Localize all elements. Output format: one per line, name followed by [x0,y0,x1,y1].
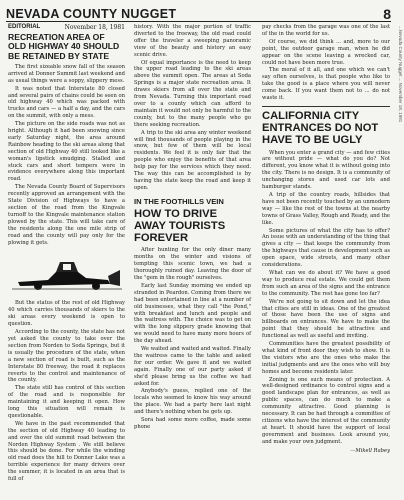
editorial-paragraph: We have in the past recommended that the section of old Highway 40 leading to and over the old summit road between the Norden Highway System . We still believe this should be done. For while the winding old road does the hill to Donner Lake was a terrible experience for many drivers over the summer, it is located in an area that is full of [8,420,125,483]
story-continued: pay checks from the garage was one of the last of the in the world for us. [262,24,390,37]
story-paragraph: Sora had some more coffee, made some phone [134,417,251,431]
editorial-paragraph: But the status of the rest of old Highway 40 which carries thousands of skiers to the ski areas every weekend is open to question. [8,300,125,328]
side-folio: ...Nevada County Nugget ... November 18, 1981 [398,26,403,123]
editorial-continued: A trip to the ski area any winter weekend will find thousands of people playing in the snow, but few of them will be local residents. We feel it is only fair that the people who enjoy the benefits of that area help pay for the services which they need. The way this can be accomplished is by having the state keep the road and keep it open. [134,129,251,191]
editorial-headline: RECREATION AREA OF OLD HIGHWAY 40 SHOULD BE RETAINED BY STATE [8,32,120,61]
editorial-paragraph: The picture on the side roads was not as bright. Although it had been snowing since early Saturday night, the area around Rainbow heading to the ski areas along that section of old Highway 40 still looked like a woman's lipstick smudging. Stalled and stuck cars and short tempers were in evidence everywhere along this important road. [8,121,125,183]
right-column [262,24,390,454]
page-number: 8 [383,6,391,22]
story-paragraph: We waited and waited and waited. Finally the waitress came to the table and asked for our order. We gave it and we waited again. Finally one of our party asked if she'd please bring us the coffee we had asked for. [134,346,251,387]
author-signature: —Mikell Rabey [350,447,390,454]
section-divider [262,106,390,107]
editorial-column [8,24,125,484]
story-paragraph: Early last Sunday morning we ended up stranded in Peardon. Coming from there we had been entertained in line at a number of old businesses, what they call "the Pond," with breakfast and lunch and people and the waitress with. The choice was to get on with the long slippery grade knowing that we would need to have many more hours of the day ahead. [134,282,251,345]
article-paragraph: What can we do about it? We have a good way to produce real estate. We could get them from such an area of the signs and the entrance to the community. The rest has gone too far? [262,269,390,297]
newspaper-title: NEVADA COUNTY NUGGET [6,7,177,21]
editorial-date: November 18, 1981 [64,24,125,31]
editorial-kicker-row [8,24,125,31]
editorial-paragraph: It was noted that Interstate 80 closed and several pairs of chains could be seen on old highway 40 which was packed with trucks and cars — a half a day, and the cars on the summit, with only a mess. [8,85,125,120]
middle-column [134,24,251,432]
story-continued: Of course, we did think ... and, more to our point, the outdoor garage man, when he did appear on the scene leaving a wrecked car, could not have been more true. [262,38,390,66]
editorial-continued: Of equal importance is the need to keep the upper road leading to the ski areas above the summit open. The areas at Soda Springs is a major state recreation area. It draws skiers from all over the state and from Nevada. Turning this important road over to a county which can afford to maintain it would not only be harmful to the county, but to the many people who go there seeking recreation. [134,59,251,128]
editorial-paragraph: The first sizeable snow fall of the season arrived at Donner Summit last weekend and as usual things were a soppy, slippery mess. [8,63,125,84]
editorial-label: EDITORIAL [8,24,41,30]
story-headline: HOW TO DRIVE AWAY TOURISTS FOREVER [134,207,226,245]
story-continued: The moral of it all, and one which we can't say often ourselves, is that people who like to take the good is a place where you will never come back. If you want them not to ... do not waste it. [262,67,390,102]
editorial-paragraph: The Nevada County Board of Supervisors recently approved an arrangement with the State Division of Highways to have a section of the road from the Kingvale turnoff to the Kingvale maintenance station plowed by the state. This will take care of the residents along the one mile strip of road and the county will pay only for the plowing it gets. [8,184,125,246]
story-kicker: IN THE FOOTHILLS VEIN [134,196,224,206]
snow-plow-illustration [8,250,125,292]
article-paragraph: When you enter a grand city — and few cities are without pride — what do you do? Not different, you know what it is without going into the city. There is no design. It is a community of unchanging stores and used car lots and hamburger stands. [262,149,390,191]
editorial-continued: history. With the major portion of traffic diverted to the freeway, the old road could offer the traveler a sweeping panoramic view of the beauty and history an easy scenic drive. [134,24,251,58]
article-paragraph: We're not going to sit down and let the idea that cities are still in ideas. One of the greatest of those have been the use of signs and billboards on entrances. We have to make the point that they should be attractive and functional as well as useful and inviting. [262,298,390,340]
story-paragraph: After hunting for the only diner many months on the winter and visions of tempting this scenic town, we had a thoroughly ruined day. Leaving the door of the "gem in the rough" ourselves. [134,247,251,281]
article-paragraph: A trip of the country roads, hillsides that have not been recently touched by an unmodern way — like the rest of the towns at the nearby towns of Grass Valley, Rough and Ready, and the like. [262,192,390,226]
city-entrances-headline: CALIFORNIA CITY ENTRANCES DO NOT HAVE TO BE UGLY [262,109,379,147]
article-paragraph: Some pictures of what the city has to offer? An issue with an understanding of the thing that gives a city — that keeps the community from the highways that cause in development such as open space, wide streets, and many other considerations. [262,227,390,269]
story-paragraph: Anybody's guess, replied one of the locals who seemed to know his way around the place. We had a party here last night and there's nothing when he gets up. [134,388,251,416]
article-paragraph: Communities have the greatest possibility of what kind of front door they wish to show. It is the visitors who are the ones who make the initial judgments and are the ones who will buy homes and become residents later. [262,341,390,375]
masthead [6,7,391,22]
editorial-paragraph: The state still has control of this section of the road and is responsible for maintaining it and keeping it open. How long this situation will remain is questionable. [8,385,125,419]
editorial-paragraph: According to the county, the state has not yet asked the county to take over the section from Norden to Soda Springs, but it is usually the procedure of the state, when a new section of road is built, such as the Interstate 80 freeway, the road it replaces reverts to the control and maintenance of the county. [8,329,125,384]
article-paragraph: Zoning is one such means of protection. A well-designed ordinance to control signs and a good landscape plan for entrances, as well as public spaces, can do much to make a community attractive. Good planning is necessary. It can be had through a committee of citizens who have the interest of the community at heart. It should have the support of local government and business. Look around you, and make your own judgment. [262,376,390,445]
